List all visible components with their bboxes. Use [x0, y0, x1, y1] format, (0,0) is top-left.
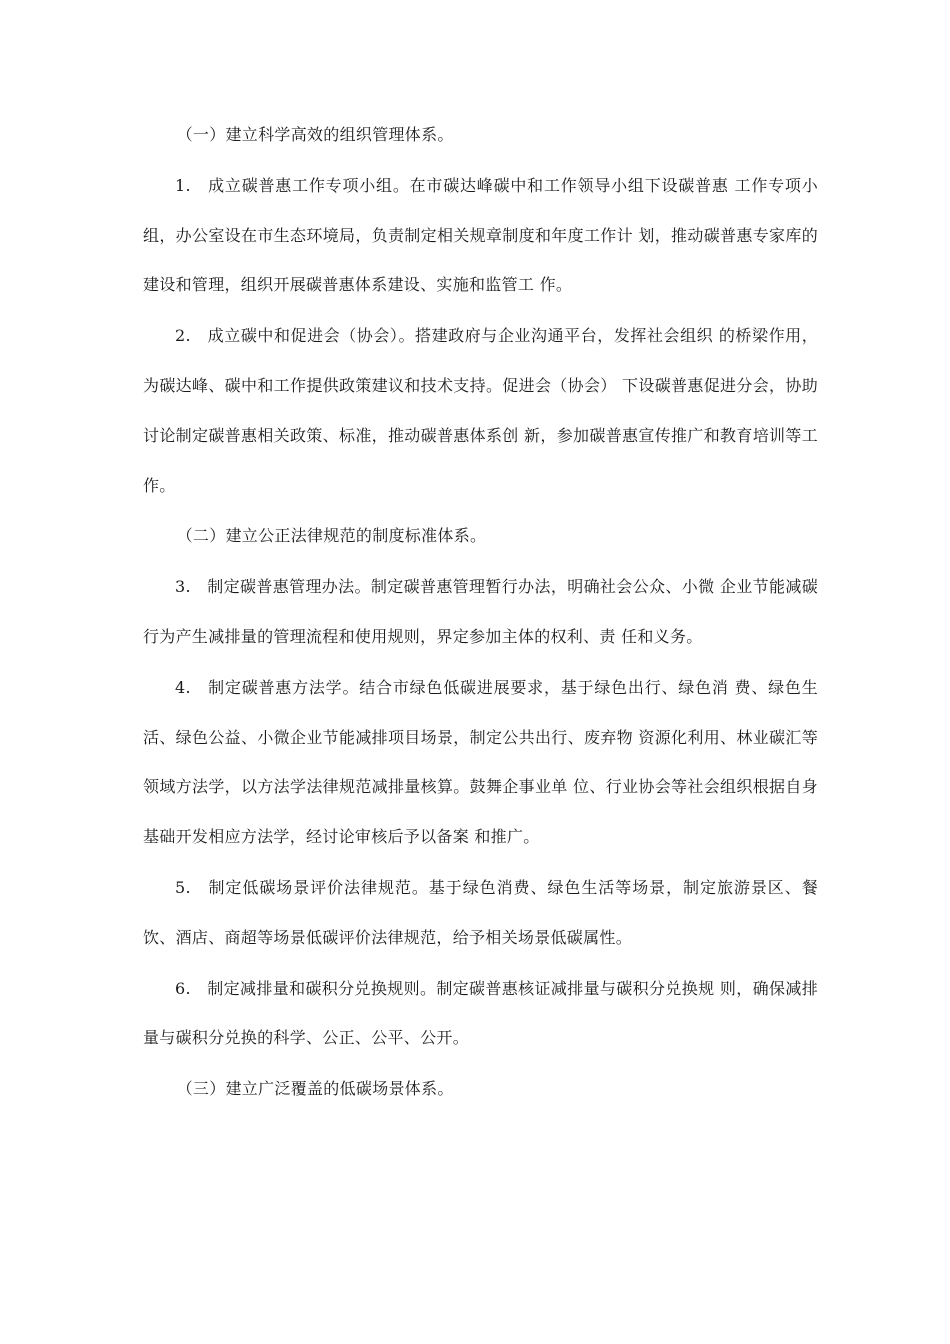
section-heading-2: （二）建立公正法律规范的制度标准体系。: [176, 526, 487, 546]
paragraph-item-5: 5. 制定低碳场景评价法律规范。基于绿色消费、绿色生活等场景，制定旅游景区、餐饮、酒店、商超等场景低碳评价法律规范，给予相关场景低碳属性。: [143, 877, 818, 947]
section-heading-1: （一）建立科学高效的组织管理体系。: [176, 125, 454, 144]
paragraph-item-2: 2. 成立碳中和促进会（协会）。搭建政府与企业沟通平台，发挥社会组织 的桥梁作用，为碳达峰、碳中和工作提供政策建议和技术支持。促进会（协会） 下设碳普惠促进分会，协助讨论制定碳普惠相关政策、标准，推动碳普惠体系创 新，参加碳普惠宣传推广和教育培训等工作。: [143, 326, 818, 495]
document-page: [143, 110, 818, 1115]
section-heading-3: （三）建立广泛覆盖的低碳场景体系。: [176, 1079, 454, 1099]
paragraph-item-3: 3. 制定碳普惠管理办法。制定碳普惠管理暂行办法，明确社会公众、小微 企业节能减碳行为产生减排量的管理流程和使用规则，界定参加主体的权利、责 任和义务。: [143, 577, 818, 646]
paragraph-item-1: 1. 成立碳普惠工作专项小组。在市碳达峰碳中和工作领导小组下设碳普惠 工作专项小组，办公室设在市生态环境局，负责制定相关规章制度和年度工作计 划，推动碳普惠专家库的建设和管理，组织开展碳普惠体系建设、实施和监管工 作。: [143, 175, 818, 295]
paragraph-item-6: 6. 制定减排量和碳积分兑换规则。制定碳普惠核证减排量与碳积分兑换规 则，确保减排量与碳积分兑换的科学、公正、公平、公开。: [143, 978, 818, 1048]
paragraph-item-4: 4. 制定碳普惠方法学。结合市绿色低碳进展要求，基于绿色出行、绿色消 费、绿色生活、绿色公益、小微企业节能减排项目场景，制定公共出行、废弃物 资源化利用、林业碳汇等领域方法学，以方法学法律规范减排量核算。鼓舞企事业单 位、行业协会等社会组织根据自身基础开发相应方法学，经讨论审核后予以备案 和推广。: [143, 677, 818, 847]
